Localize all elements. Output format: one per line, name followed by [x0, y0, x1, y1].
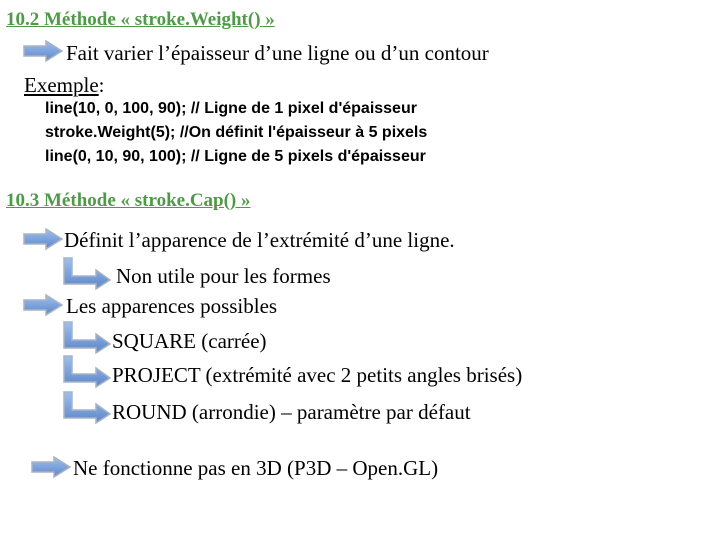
example-label-colon: : — [98, 73, 105, 97]
code-line-2: stroke.Weight(5); //On définit l'épaisseur à 5 pixels — [45, 124, 428, 141]
arrow-right-icon — [22, 40, 64, 62]
sub-arrow-icon — [62, 354, 112, 388]
bullet-stroke-cap-description: Définit l’apparence de l’extrémité d’une ligne. — [64, 228, 455, 252]
option-round: ROUND (arrondie) – paramètre par défaut — [112, 400, 471, 424]
arrow-right-icon — [30, 456, 72, 478]
section-title-stroke-cap: 10.3 Méthode « stroke.Cap() » — [6, 190, 251, 211]
example-label — [24, 73, 104, 98]
bullet-no-3d-support: Ne fonctionne pas en 3D (P3D – Open.GL) — [73, 456, 439, 480]
sub-arrow-icon — [62, 390, 112, 424]
bullet-stroke-weight-description: Fait varier l’épaisseur d’une ligne ou d’un contour — [66, 41, 489, 65]
arrow-right-icon — [22, 294, 64, 316]
option-square: SQUARE (carrée) — [112, 329, 267, 353]
arrow-right-icon — [22, 228, 64, 250]
sub-item-not-for-shapes: Non utile pour les formes — [116, 264, 331, 288]
section-title-stroke-weight: 10.2 Méthode « stroke.Weight() » — [6, 9, 275, 30]
code-line-3: line(0, 10, 90, 100); // Ligne de 5 pixels d'épaisseur — [45, 148, 426, 165]
sub-arrow-icon — [62, 320, 112, 354]
option-project: PROJECT (extrémité avec 2 petits angles brisés) — [112, 363, 523, 387]
sub-arrow-icon — [62, 256, 112, 290]
example-label-text: Exemple — [24, 73, 99, 97]
code-line-1: line(10, 0, 100, 90); // Ligne de 1 pixel d'épaisseur — [45, 100, 417, 117]
bullet-possible-appearances: Les apparences possibles — [66, 294, 278, 318]
